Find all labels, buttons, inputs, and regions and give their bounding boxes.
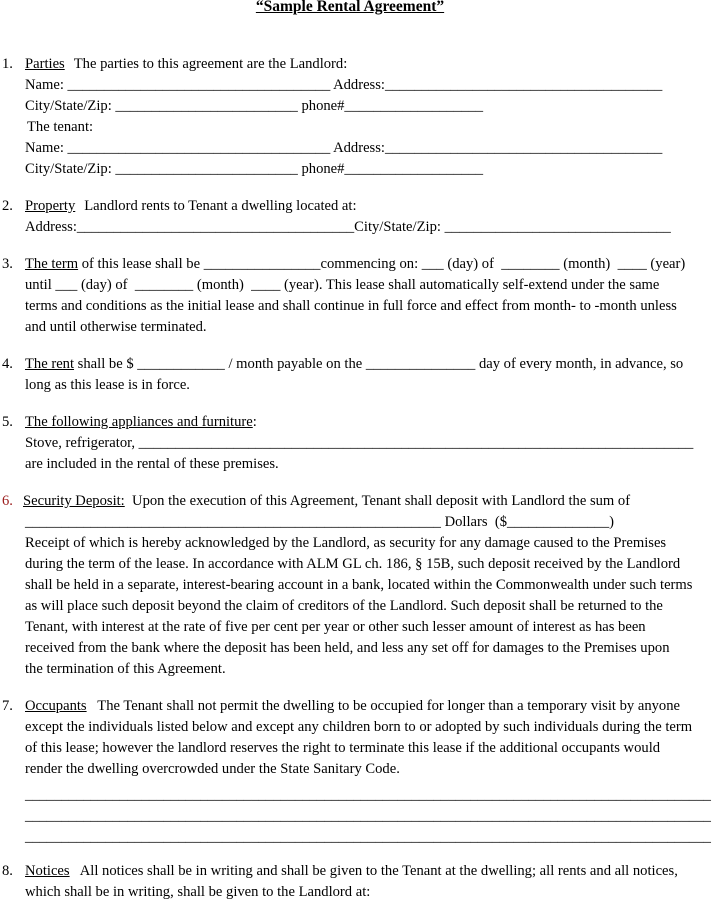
section-6-line-8: received from the bank where the deposit has been held, and less any set off for damages to the Premises upon xyxy=(25,640,670,656)
section-3-line-2: until ___ (day) of ________ (month) ____ (year). This lease shall automatically self-extend under the same xyxy=(25,277,660,293)
section-1-line-1 xyxy=(25,55,347,73)
section-4-number: 4. xyxy=(2,356,13,372)
section-2-heading: Property xyxy=(25,198,76,214)
section-1-number: 1. xyxy=(2,56,13,72)
section-4-line-2: long as this lease is in force. xyxy=(25,377,190,393)
section-6-line-7: Tenant, with interest at the rate of five per cent per year or other such lesser amount of interest as has been xyxy=(25,619,646,635)
section-6-line-6: as will place such deposit beyond the claim of creditors of the Landlord. Such deposit shall be returned to the xyxy=(25,598,663,614)
section-4-line-1 xyxy=(25,355,683,373)
section-5-number: 5. xyxy=(2,414,13,430)
section-6-number: 6. xyxy=(2,493,13,509)
landlord-name-address-line: Name: ____________________________________ Address:______________________________________ xyxy=(25,77,663,93)
occupants-blank-line-3: ______________________________________________________________________________________________ xyxy=(25,829,711,845)
section-1-heading: Parties xyxy=(25,56,65,72)
section-7-line-1 xyxy=(25,697,680,715)
section-8-line-1 xyxy=(25,862,678,880)
section-2-intro: Landlord rents to Tenant a dwelling located at: xyxy=(84,198,357,214)
section-6-heading: Security Deposit: xyxy=(23,493,125,509)
section-3-line-3: terms and conditions as the initial lease and shall continue in full force and effect from month- to -month unless xyxy=(25,298,677,314)
section-5-line-2: Stove, refrigerator, ____________________________________________________________________________ xyxy=(25,435,694,451)
section-8-number: 8. xyxy=(2,863,13,879)
section-3-line-1 xyxy=(25,255,685,273)
section-1-intro: The parties to this agreement are the Landlord: xyxy=(73,56,348,72)
section-2-number: 2. xyxy=(2,198,13,214)
section-5-heading: The following appliances and furniture xyxy=(25,414,253,430)
tenant-name-address-line: Name: ____________________________________ Address:______________________________________ xyxy=(25,140,663,156)
section-7-line-3: of this lease; however the landlord reserves the right to terminate this lease if the additional occupants would xyxy=(25,740,661,756)
section-6-line-2: _________________________________________________________ Dollars ($______________) xyxy=(25,514,615,530)
section-6-line-1 xyxy=(23,492,630,510)
section-7-heading: Occupants xyxy=(25,698,87,714)
section-8-line-2: which shall be in writing, shall be given to the Landlord at: xyxy=(25,884,371,900)
section-6-line-9: the termination of this Agreement. xyxy=(25,661,226,677)
tenant-city-phone-line: City/State/Zip: _________________________ phone#___________________ xyxy=(25,161,484,177)
page-title: “Sample Rental Agreement” xyxy=(255,0,445,15)
section-3-text-1: of this lease shall be ________________commencing on: ___ (day) of ________ (month) ____ (year) xyxy=(78,256,686,272)
section-2-line-1 xyxy=(25,197,357,215)
section-4-heading: The rent xyxy=(25,356,75,372)
section-8-text-1: All notices shall be in writing and shall be given to the Tenant at the dwelling; all rents and all notices, xyxy=(69,863,678,879)
occupants-blank-line-2: ______________________________________________________________________________________________ xyxy=(25,808,711,824)
section-5-line-3: are included in the rental of these premises. xyxy=(25,456,279,472)
section-5-line-1 xyxy=(25,413,257,431)
section-7-text-1: The Tenant shall not permit the dwelling to be occupied for longer than a temporary visit by anyone xyxy=(86,698,680,714)
landlord-city-phone-line: City/State/Zip: _________________________ phone#___________________ xyxy=(25,98,484,114)
section-6-line-4: during the term of the lease. In accordance with ALM GL ch. 186, § 15B, such deposit received by the Landlord xyxy=(25,556,681,572)
section-7-number: 7. xyxy=(2,698,13,714)
section-6-line-3: Receipt of which is hereby acknowledged by the Landlord, as security for any damage caused to the Premises xyxy=(25,535,667,551)
section-7-line-4: render the dwelling overcrowded under the State Sanitary Code. xyxy=(25,761,400,777)
section-3-number: 3. xyxy=(2,256,13,272)
occupants-blank-line-1: ______________________________________________________________________________________________ xyxy=(25,787,711,803)
section-6-line-5: shall be held in a separate, interest-bearing account in a bank, located within the Commonwealth under such terms xyxy=(25,577,693,593)
tenant-label: The tenant: xyxy=(27,119,94,135)
section-6-text-1: Upon the execution of this Agreement, Tenant shall deposit with Landlord the sum of xyxy=(124,493,631,509)
section-4-text-1: shall be $ ____________ / month payable on the _______________ day of every month, in advance, so xyxy=(74,356,684,372)
section-3-heading: The term xyxy=(25,256,79,272)
section-5-colon: : xyxy=(252,414,257,430)
section-7-line-2: except the individuals listed below and except any children born to or adopted by such individuals during the term xyxy=(25,719,693,735)
section-8-heading: Notices xyxy=(25,863,70,879)
property-address-line: Address:______________________________________City/State/Zip: _______________________________ xyxy=(25,219,671,235)
section-3-line-4: and until otherwise terminated. xyxy=(25,319,207,335)
